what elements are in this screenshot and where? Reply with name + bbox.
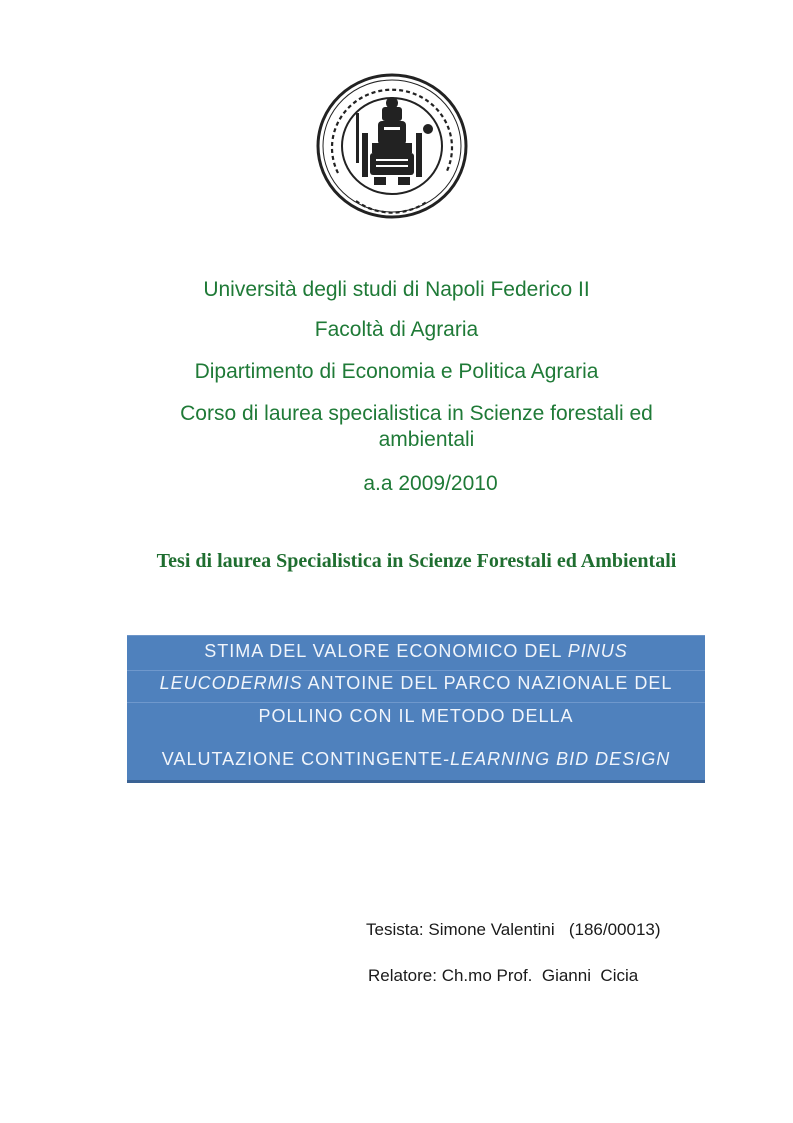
title-line-2 <box>127 673 705 694</box>
title-line-1 <box>127 641 705 662</box>
title-line-3: POLLINO CON IL METODO DELLA <box>258 706 574 726</box>
title-line-1-italic: PINUS <box>567 641 628 661</box>
faculty-name: Facoltà di Agraria <box>314 318 479 341</box>
department-name: Dipartimento di Economia e Politica Agraria <box>194 360 599 383</box>
title-divider <box>127 702 705 703</box>
thesis-subtitle: Tesi di laurea Specialistica in Scienze Forestali ed Ambientali <box>156 550 677 572</box>
thesis-title-box <box>127 635 705 783</box>
university-seal-icon <box>316 73 468 219</box>
title-line-4 <box>127 749 705 770</box>
student-credit: Tesista: Simone Valentini (186/00013) <box>366 920 661 939</box>
academic-year: a.a 2009/2010 <box>363 472 498 495</box>
course-name-line2: ambientali <box>378 428 475 451</box>
title-line-1-text: STIMA DEL VALORE ECONOMICO DEL <box>204 641 568 661</box>
title-divider <box>127 670 705 671</box>
title-line-2-italic: LEUCODERMIS <box>159 673 303 693</box>
supervisor-credit: Relatore: Ch.mo Prof. Gianni Cicia <box>368 966 639 985</box>
title-line-4-italic: LEARNING BID DESIGN <box>450 749 671 769</box>
title-line-4-text: VALUTAZIONE CONTINGENTE- <box>161 749 451 769</box>
title-line-2-text: ANTOINE DEL PARCO NAZIONALE DEL <box>302 673 673 693</box>
course-name-line1: Corso di laurea specialistica in Scienze forestali ed <box>180 402 653 425</box>
university-name: Università degli studi di Napoli Federico II <box>203 278 590 301</box>
